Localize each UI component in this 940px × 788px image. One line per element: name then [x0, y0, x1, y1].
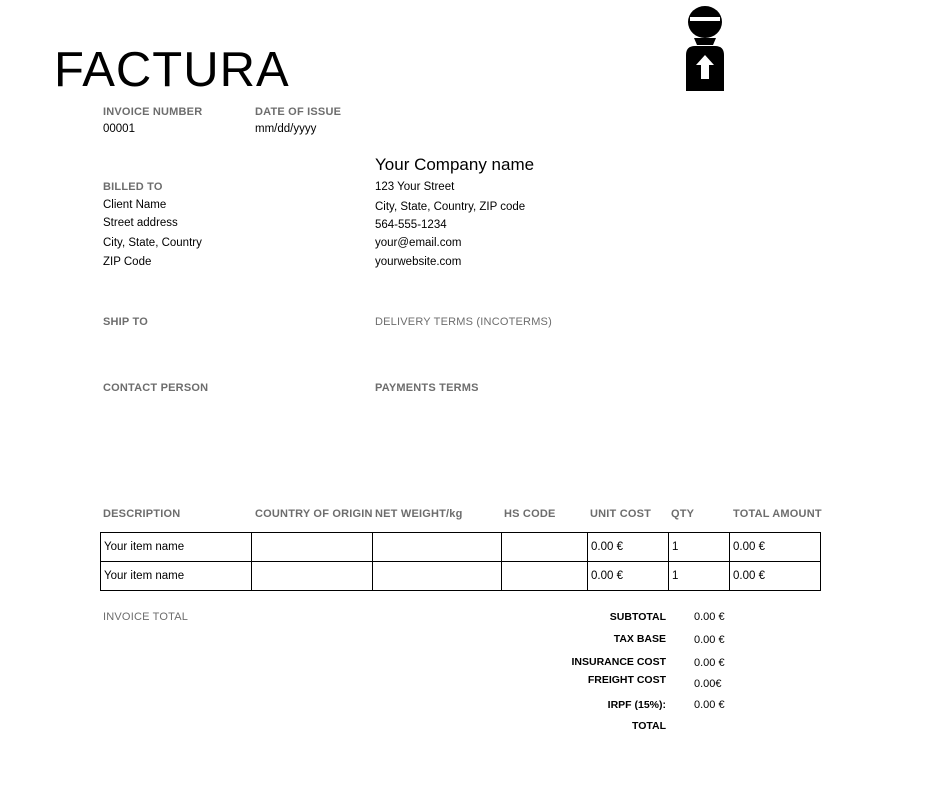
item-weight-cell[interactable]	[373, 533, 502, 562]
item-weight-cell[interactable]	[373, 562, 502, 591]
total-label: TOTAL	[631, 720, 666, 732]
subtotal-label: SUBTOTAL	[609, 611, 666, 623]
table-row	[101, 533, 821, 562]
company-name: Your Company name	[375, 155, 535, 174]
billed-to-client-name: Client Name	[103, 199, 167, 211]
items-table	[100, 532, 821, 591]
company-logo	[680, 5, 730, 93]
payment-terms-label: PAYMENTS TERMS	[375, 382, 479, 394]
item-qty-cell[interactable]: 1	[669, 533, 730, 562]
company-street: 123 Your Street	[375, 181, 455, 193]
item-hs-code-cell[interactable]	[502, 562, 588, 591]
item-total-cell[interactable]: 0.00 €	[730, 562, 821, 591]
item-unit-cost-cell[interactable]: 0.00 €	[588, 533, 669, 562]
billed-to-street: Street address	[103, 217, 178, 229]
item-country-cell[interactable]	[252, 533, 373, 562]
irpf-value: 0.00 €	[694, 699, 725, 711]
company-website: yourwebsite.com	[375, 256, 462, 268]
insurance-cost-value: 0.00 €	[694, 657, 725, 669]
delivery-terms-label: DELIVERY TERMS (INCOTERMS)	[375, 316, 552, 328]
header-country-of-origin: COUNTRY OF ORIGIN	[255, 508, 373, 520]
table-row	[101, 562, 821, 591]
billed-to-zip: ZIP Code	[103, 256, 152, 268]
item-unit-cost-cell[interactable]: 0.00 €	[588, 562, 669, 591]
tax-base-value: 0.00 €	[694, 634, 725, 646]
company-phone: 564-555-1234	[375, 219, 447, 231]
item-qty-cell[interactable]: 1	[669, 562, 730, 591]
date-of-issue-label: DATE OF ISSUE	[255, 106, 342, 118]
item-country-cell[interactable]	[252, 562, 373, 591]
date-of-issue-value: mm/dd/yyyy	[255, 123, 317, 135]
header-net-weight: NET WEIGHT/kg	[375, 508, 463, 520]
item-total-cell[interactable]: 0.00 €	[730, 533, 821, 562]
item-hs-code-cell[interactable]	[502, 533, 588, 562]
person-with-arrow-icon	[680, 5, 730, 93]
item-description-cell[interactable]: Your item name	[101, 533, 252, 562]
irpf-label: IRPF (15%):	[607, 699, 666, 711]
header-description: DESCRIPTION	[103, 508, 181, 520]
invoice-total-label: INVOICE TOTAL	[103, 611, 189, 623]
freight-cost-value: 0.00€	[694, 678, 722, 690]
billed-to-label: BILLED TO	[103, 181, 163, 193]
item-description-cell[interactable]: Your item name	[101, 562, 252, 591]
header-qty: QTY	[671, 508, 695, 520]
header-total-amount: TOTAL AMOUNT	[733, 508, 822, 520]
company-city: City, State, Country, ZIP code	[375, 201, 526, 213]
insurance-cost-label: INSURANCE COST	[571, 656, 666, 668]
invoice-title: FACTURA	[54, 43, 290, 97]
ship-to-label: SHIP TO	[103, 316, 149, 328]
billed-to-city: City, State, Country	[103, 237, 202, 249]
header-hs-code: HS CODE	[504, 508, 556, 520]
header-unit-cost: UNIT COST	[590, 508, 652, 520]
tax-base-label: TAX BASE	[613, 633, 666, 645]
invoice-number-value: 00001	[103, 123, 135, 135]
freight-cost-label: FREIGHT COST	[587, 674, 666, 686]
invoice-number-label: INVOICE NUMBER	[103, 106, 203, 118]
contact-person-label: CONTACT PERSON	[103, 382, 209, 394]
company-email: your@email.com	[375, 237, 462, 249]
subtotal-value: 0.00 €	[694, 611, 725, 623]
